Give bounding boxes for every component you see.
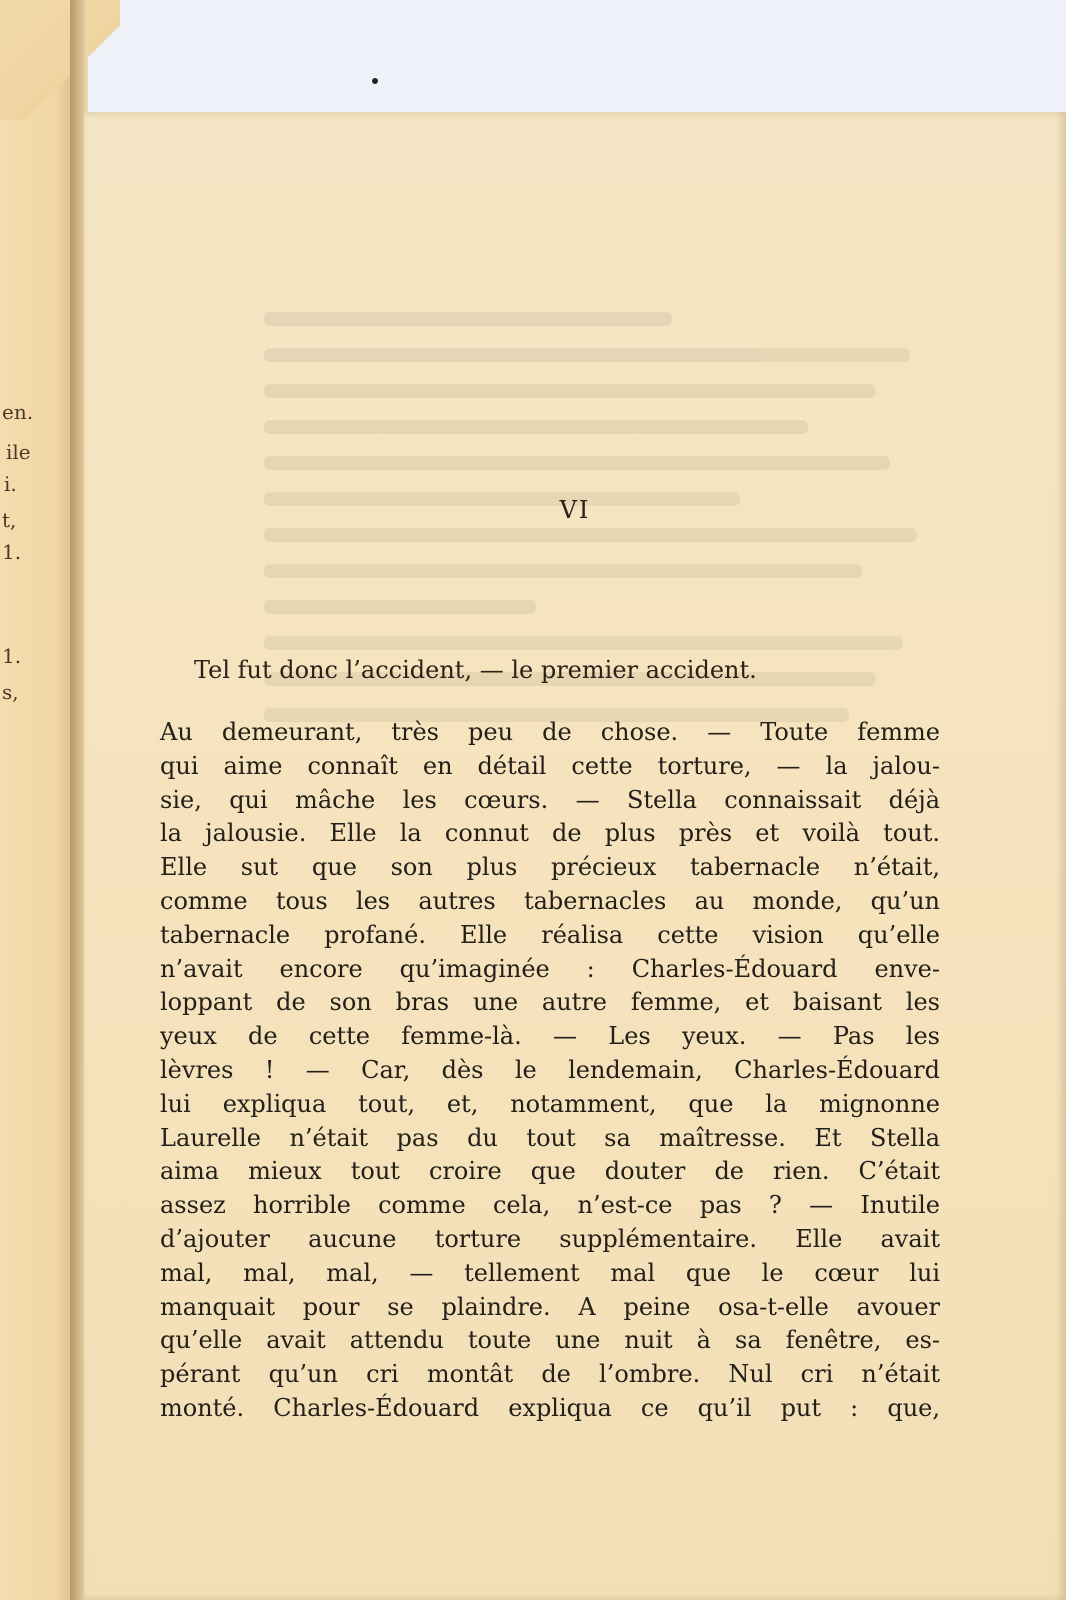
chapter-heading: VI [559, 496, 591, 524]
text-line: n’avait encore qu’imaginée : Charles-Édouard enve- [160, 954, 940, 983]
show-through-text [264, 312, 944, 772]
left-page-fragment: t, [2, 508, 17, 532]
right-page [84, 112, 1066, 1600]
text-line: la jalousie. Elle la connut de plus près et voilà tout. [160, 819, 940, 848]
text-line: pérant qu’un cri montât de l’ombre. Nul cri n’était [160, 1360, 940, 1389]
text-line: sie, qui mâche les cœurs. — Stella connaissait déjà [160, 785, 940, 814]
text-line: d’ajouter aucune torture supplémentaire. Elle avait [160, 1224, 940, 1253]
text-line: monté. Charles-Édouard expliqua ce qu’il put : que, [160, 1393, 940, 1422]
text-line: lui expliqua tout, et, notamment, que la mignonne [160, 1089, 940, 1118]
left-page-fragment: en. [2, 400, 34, 424]
left-page-fragment: i. [4, 472, 17, 496]
paragraph [160, 716, 940, 1426]
text-line: manquait pour se plaindre. A peine osa-t-elle avouer [160, 1292, 940, 1321]
text-line: mal, mal, mal, — tellement mal que le cœur lui [160, 1258, 940, 1287]
text-line: yeux de cette femme-là. — Les yeux. — Pas les [160, 1022, 940, 1051]
left-page-corner [0, 0, 120, 120]
left-page [0, 0, 78, 1600]
left-page-fragment: 1. [2, 644, 22, 668]
opening-line: Tel fut donc l’accident, — le premier accident. [194, 656, 757, 684]
text-line: qui aime connaît en détail cette torture, — la jalou- [160, 751, 940, 780]
text-line: qu’elle avait attendu toute une nuit à sa fenêtre, es- [160, 1326, 940, 1355]
text-line: aima mieux tout croire que douter de rien. C’était [160, 1157, 940, 1186]
text-line: Elle sut que son plus précieux tabernacle n’était, [160, 853, 940, 882]
left-page-fragment: ile [6, 440, 31, 464]
text-line: lèvres ! — Car, dès le lendemain, Charles-Édouard [160, 1055, 940, 1084]
text-line: Laurelle n’était pas du tout sa maîtresse. Et Stella [160, 1123, 940, 1152]
text-line: assez horrible comme cela, n’est-ce pas ? — Inutile [160, 1191, 940, 1220]
text-line: Au demeurant, très peu de chose. — Toute femme [160, 718, 940, 746]
text-line: loppant de son bras une autre femme, et baisant les [160, 988, 940, 1017]
text-line: tabernacle profané. Elle réalisa cette vision qu’elle [160, 920, 940, 949]
left-page-fragment: 1. [2, 540, 22, 564]
ink-speck [372, 78, 378, 84]
text-line: comme tous les autres tabernacles au monde, qu’un [160, 886, 940, 915]
left-page-fragment: s, [2, 680, 19, 704]
